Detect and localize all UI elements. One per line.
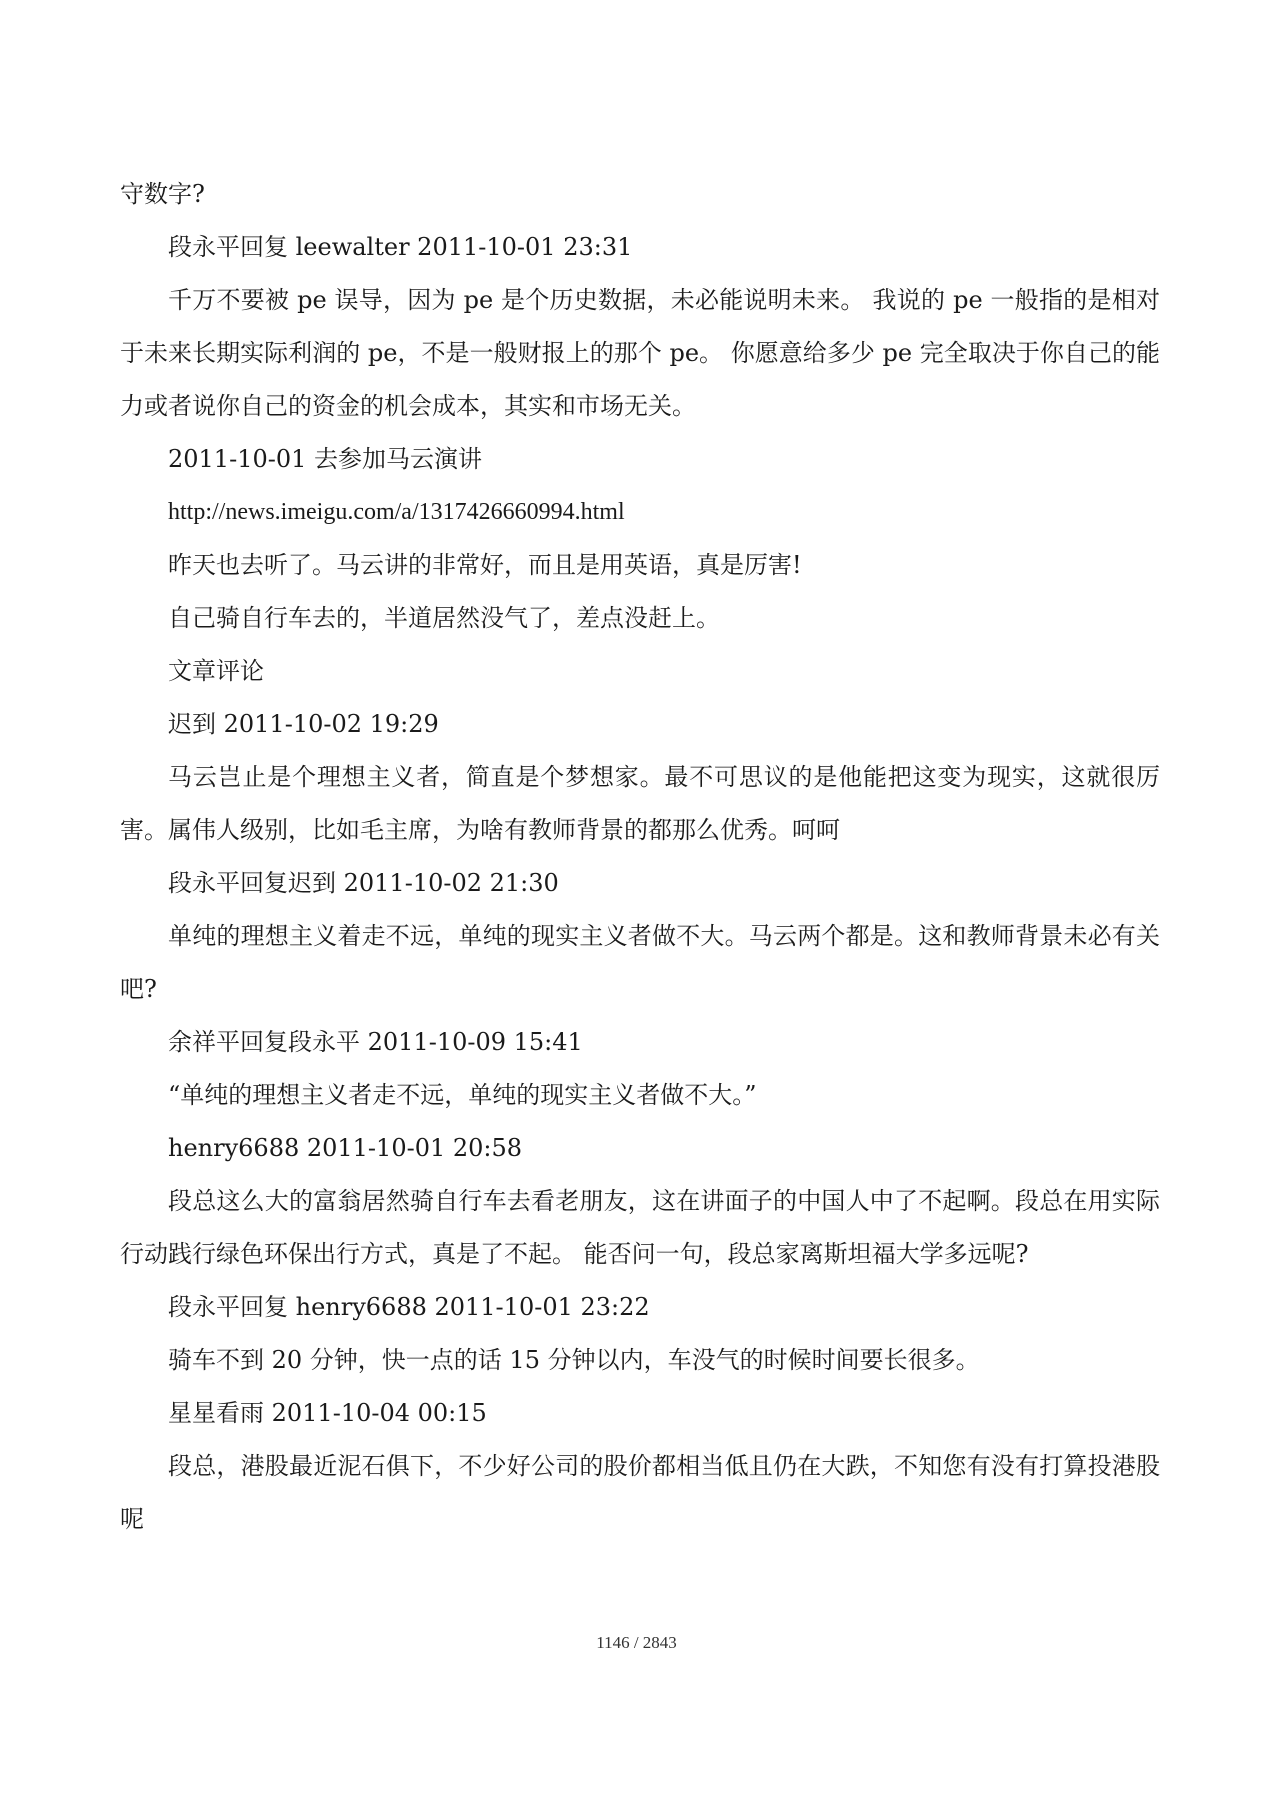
reply-header: 余祥平回复段永平 2011-10-09 15:41 [168, 1028, 583, 1056]
link-text: http://news.imeigu.com/a/1317426660994.html [168, 499, 625, 525]
text-line: 守数字? [120, 180, 205, 208]
page-content [120, 168, 1160, 1546]
reply-header: 段永平回复迟到 2011-10-02 21:30 [168, 869, 559, 897]
reply-header: 段永平回复 henry6688 2011-10-01 23:22 [168, 1293, 650, 1321]
text-line: 自己骑自行车去的，半道居然没气了，差点没赶上。 [168, 604, 720, 632]
paragraph: 马云岂止是个理想主义者，简直是个梦想家。最不可思议的是他能把这变为现实，这就很厉害。属伟人级别，比如毛主席，为啥有教师背景的都那么优秀。呵呵 [120, 763, 1160, 844]
comment-header: 星星看雨 2011-10-04 00:15 [168, 1399, 487, 1427]
section-heading: 文章评论 [168, 657, 264, 685]
paragraph: 千万不要被 pe 误导，因为 pe 是个历史数据，未必能说明未来。 我说的 pe 一般指的是相对于未来长期实际利润的 pe，不是一般财报上的那个 pe。 你愿意给多少 pe 完全取决于你自己的能力或者说你自己的资金的机会成本，其实和市场无关。 [120, 286, 1160, 420]
paragraph: 段总，港股最近泥石俱下，不少好公司的股价都相当低且仍在大跌，不知您有没有打算投港股呢 [120, 1452, 1160, 1533]
comment-header: 迟到 2011-10-02 19:29 [168, 710, 439, 738]
quote-line: “单纯的理想主义者走不远，单纯的现实主义者做不大。” [168, 1081, 757, 1109]
comment-header: henry6688 2011-10-01 20:58 [168, 1134, 523, 1162]
paragraph: 段总这么大的富翁居然骑自行车去看老朋友，这在讲面子的中国人中了不起啊。段总在用实际行动践行绿色环保出行方式，真是了不起。 能否问一句，段总家离斯坦福大学多远呢? [120, 1187, 1160, 1268]
page-number: 1146 / 2843 [596, 1633, 677, 1652]
paragraph: 单纯的理想主义着走不远，单纯的现实主义者做不大。马云两个都是。这和教师背景未必有关吧? [120, 922, 1160, 1003]
text-line: 骑车不到 20 分钟，快一点的话 15 分钟以内，车没气的时候时间要长很多。 [168, 1346, 980, 1374]
text-line: 昨天也去听了。马云讲的非常好，而且是用英语，真是厉害! [168, 551, 802, 579]
post-title: 2011-10-01 去参加马云演讲 [168, 445, 483, 473]
reply-header: 段永平回复 leewalter 2011-10-01 23:31 [168, 233, 633, 261]
